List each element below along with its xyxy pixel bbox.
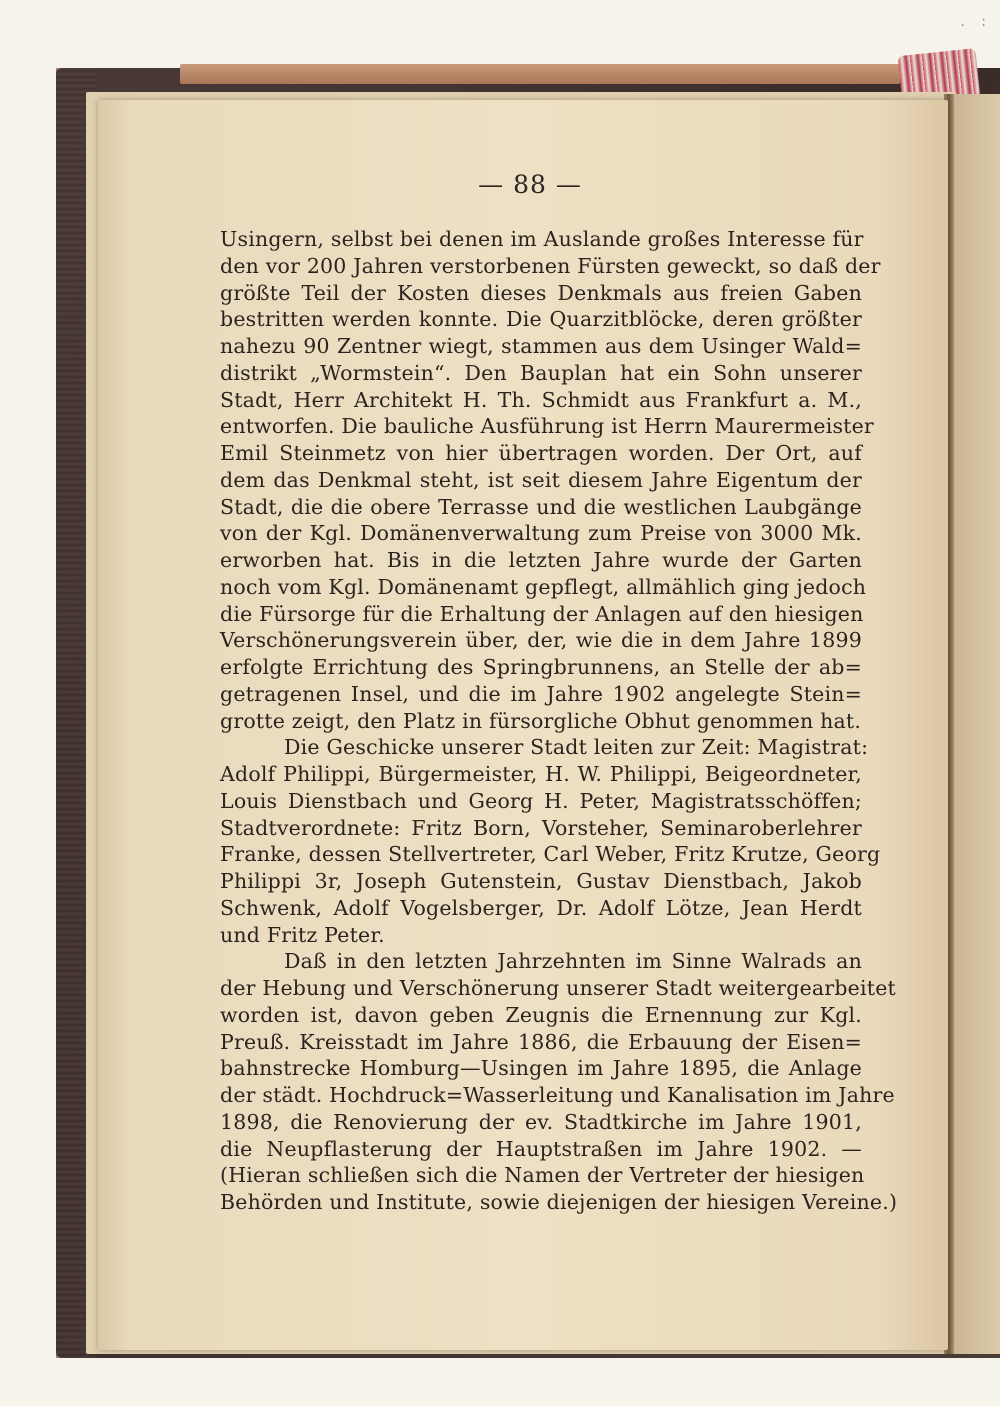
text-line: Stadt, Herr Architekt H. Th. Schmidt aus Frankfurt a. M., bbox=[220, 387, 862, 412]
text-line: der Hebung und Verschönerung unserer Stadt weitergearbeitet bbox=[220, 976, 896, 1000]
text-line: distrikt „Wormstein“. Den Bauplan hat ein Sohn unserer bbox=[220, 360, 862, 385]
body-text bbox=[220, 226, 898, 1216]
text-line: Adolf Philippi, Bürgermeister, H. W. Philippi, Beigeordneter, bbox=[220, 762, 862, 786]
facing-page-edge bbox=[952, 94, 1000, 1354]
text-line: den vor 200 Jahren verstorbenen Fürsten geweckt, so daß der bbox=[220, 253, 881, 278]
text-line: Daß in den letzten Jahrzehnten im Sinne Walrads an bbox=[284, 949, 862, 974]
text-line: Preuß. Kreisstadt im Jahre 1886, die Erbauung der Eisen= bbox=[220, 1029, 862, 1054]
text-line: erworben hat. Bis in die letzten Jahre wurde der Garten bbox=[220, 548, 862, 572]
text-line: Schwenk, Adolf Vogelsberger, Dr. Adolf Lötze, Jean Herdt bbox=[220, 895, 862, 920]
text-line: von der Kgl. Domänenverwaltung zum Preise von 3000 Mk. bbox=[220, 521, 862, 546]
text-line: (Hieran schließen sich die Namen der Vertreter der hiesigen bbox=[220, 1163, 865, 1188]
text-line: getragenen Insel, und die im Jahre 1902 angelegte Stein= bbox=[220, 681, 862, 706]
text-line: worden ist, davon geben Zeugnis die Ernennung zur Kgl. bbox=[220, 1002, 862, 1027]
spine-band bbox=[180, 64, 900, 84]
text-line: noch vom Kgl. Domänenamt gepflegt, allmählich ging jedoch bbox=[220, 574, 867, 599]
text-line: Verschönerungsverein über, der, wie die in dem Jahre 1899 bbox=[220, 628, 862, 653]
text-line: Usingern, selbst bei denen im Auslande großes Interesse für bbox=[220, 227, 864, 251]
text-line: Emil Steinmetz von hier übertragen worden. Der Ort, auf bbox=[220, 441, 862, 465]
text-line: Louis Dienstbach und Georg H. Peter, Magistratsschöffen; bbox=[220, 788, 862, 813]
page-number: — 88 — bbox=[478, 170, 582, 199]
text-line: 1898, die Renovierung der ev. Stadtkirche im Jahre 1901, bbox=[220, 1109, 862, 1134]
text-line: Stadtverordnete: Fritz Born, Vorsteher, Seminaroberlehrer bbox=[220, 815, 862, 840]
text-line: der städt. Hochdruck=Wasserleitung und Kanalisation im Jahre bbox=[220, 1083, 895, 1107]
text-line: Franke, dessen Stellvertreter, Carl Weber, Fritz Krutze, Georg bbox=[220, 842, 881, 867]
text-line: bahnstrecke Homburg—Usingen im Jahre 1895, die Anlage bbox=[220, 1056, 862, 1081]
text-line: erfolgte Errichtung des Springbrunnens, an Stelle der ab= bbox=[220, 655, 862, 679]
text-line: die Neupflasterung der Hauptstraßen im Jahre 1902. — bbox=[220, 1136, 862, 1161]
text-line: die Fürsorge für die Erhaltung der Anlagen auf den hiesigen bbox=[220, 601, 864, 626]
text-line: Philippi 3r, Joseph Gutenstein, Gustav Dienstbach, Jakob bbox=[220, 869, 862, 893]
scan-marks: . : bbox=[960, 14, 992, 30]
text-line: und Fritz Peter. bbox=[220, 922, 385, 947]
text-line: dem das Denkmal steht, ist seit diesem Jahre Eigentum der bbox=[220, 467, 862, 492]
text-line: Behörden und Institute, sowie diejenigen der hiesigen Vereine.) bbox=[220, 1190, 898, 1214]
text-line: entworfen. Die bauliche Ausführung ist Herrn Maurermeister bbox=[220, 414, 874, 439]
text-line: Stadt, die die obere Terrasse und die westlichen Laubgänge bbox=[220, 494, 862, 519]
text-line: Die Geschicke unserer Stadt leiten zur Zeit: Magistrat: bbox=[284, 735, 869, 760]
text-line: bestritten werden konnte. Die Quarzitblöcke, deren größter bbox=[220, 307, 862, 332]
text-line: nahezu 90 Zentner wiegt, stammen aus dem Usinger Wald= bbox=[220, 334, 862, 358]
text-line: größte Teil der Kosten dieses Denkmals aus freien Gaben bbox=[220, 280, 862, 305]
text-line: grotte zeigt, den Platz in fürsorgliche Obhut genommen hat. bbox=[220, 708, 862, 733]
